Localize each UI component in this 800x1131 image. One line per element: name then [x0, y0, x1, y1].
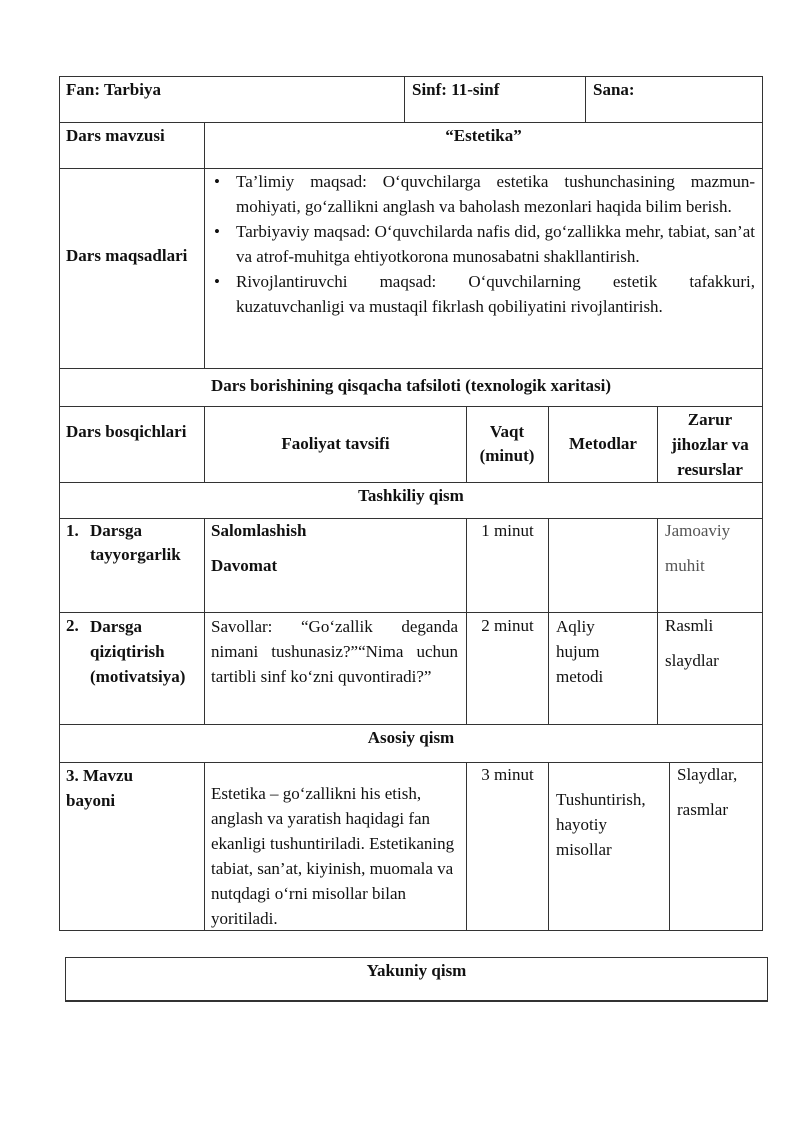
resource-line: slaydlar — [665, 651, 719, 670]
activity-attendance: Davomat — [211, 556, 278, 575]
method-value: Tushuntirish, hayotiy misollar — [556, 790, 646, 859]
section-main: Asosiy qism — [367, 728, 455, 747]
topic-value: “Estetika” — [445, 126, 522, 145]
bullet-icon: • — [214, 272, 220, 291]
col-time: Vaqt (minut) — [479, 422, 535, 465]
resource-line: Slaydlar, — [677, 765, 738, 784]
stage-name: Darsga tayyorgarlik — [90, 521, 181, 564]
col-activity: Faoliyat tavsifi — [281, 434, 390, 453]
goal-item: • Rivojlantiruvchi maqsad: O‘quvchilarning estetik tafakkuri, kuzatuvchanligi va mustaqil fikrlash qobiliyatini rivojlantirish. — [214, 269, 755, 319]
goals-list — [214, 169, 755, 319]
activity-explanation: Estetika – go‘zallikni his etish, anglash va yaratish haqidagi fan ekanligi tushuntiriladi. Estetikaning tabiat, san’at, kiyinish, muomala va nutqdagi o‘rni misollar bilan yoritiladi. — [211, 784, 455, 928]
goal-item: • Tarbiyaviy maqsad: O‘quvchilarda nafis did, go‘zallikka mehr, tabiat, san’at va atrof-muhitga ehtiyotkorona munosabatni shakllantirish. — [214, 219, 755, 269]
time-value: 1 minut — [481, 521, 534, 540]
row-number: 1. — [66, 521, 79, 540]
stage-name: Darsga qiziqtirish (motivatsiya) — [90, 617, 186, 686]
date-label: Sana: — [593, 80, 635, 99]
activity-greeting: Salomlashish — [211, 521, 307, 540]
bullet-icon: • — [214, 172, 220, 191]
col-method: Metodlar — [569, 434, 637, 453]
section-final: Yakuniy qism — [366, 961, 467, 980]
subject-label: Fan: Tarbiya — [66, 80, 161, 99]
section-organizational: Tashkiliy qism — [358, 486, 464, 505]
topic-label: Dars mavzusi — [66, 126, 165, 145]
method-value: Aqliy hujum metodi — [556, 617, 604, 686]
resource-line: muhit — [665, 556, 705, 575]
resource-line: Rasmli — [665, 616, 714, 635]
class-label: Sinf: 11-sinf — [412, 80, 500, 99]
time-value: 2 minut — [481, 616, 534, 635]
bullet-icon: • — [214, 222, 220, 241]
activity-questions: Savollar: “Go‘zallik deganda nimani tushunasiz?”“Nima uchun tartibli sinf ko‘zni quvontiradi?” — [211, 617, 458, 686]
time-value: 3 minut — [481, 765, 534, 784]
goals-label: Dars maqsadlari — [66, 246, 188, 265]
resource-line: Jamoaviy — [665, 521, 731, 540]
goal-item: • Ta’limiy maqsad: O‘quvchilarga estetika tushunchasining mazmun-mohiyati, go‘zallikni anglash va baholash mezonlari haqida bilim berish. — [214, 169, 755, 219]
stage-name: 3. Mavzu bayoni — [66, 766, 134, 810]
resource-line: rasmlar — [677, 800, 728, 819]
process-title: Dars borishining qisqacha tafsiloti (texnologik xaritasi) — [210, 376, 611, 395]
final-section-box — [65, 957, 768, 1002]
col-stage: Dars bosqichlari — [66, 422, 187, 441]
row-number: 2. — [66, 616, 79, 635]
col-resources: Zarur jihozlar va resurslar — [671, 410, 749, 479]
